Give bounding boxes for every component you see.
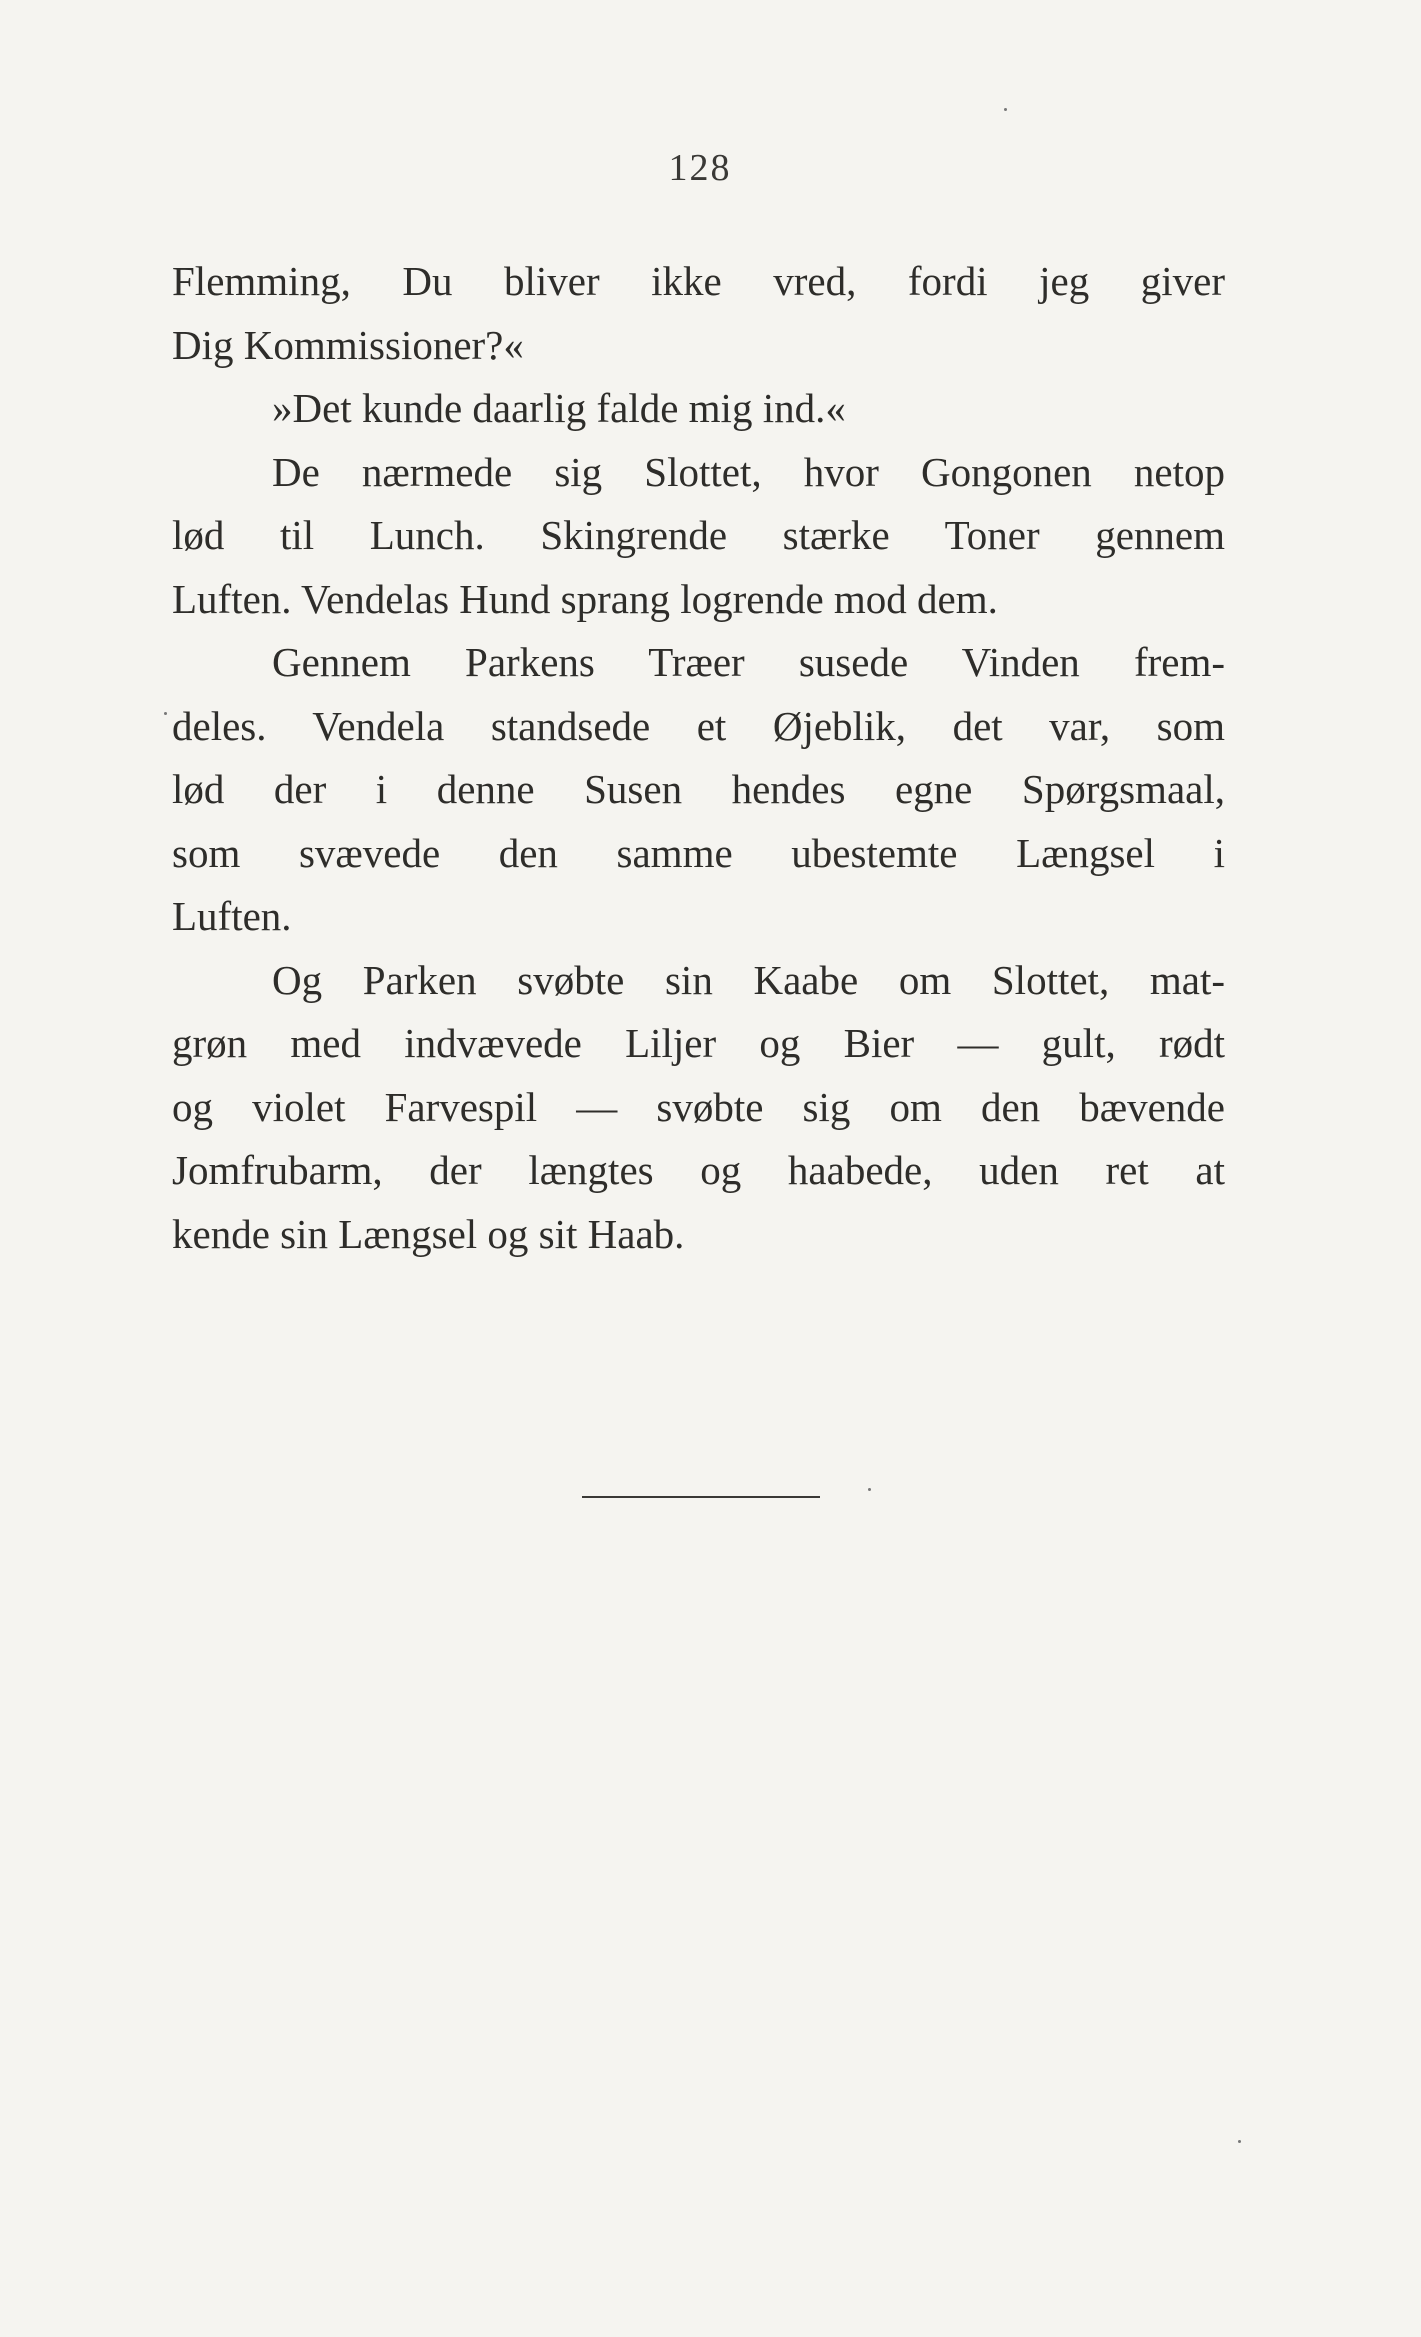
text-line: og violet Farvespil — svøbte sig om den bævende [172,1083,1225,1130]
section-end-rule [582,1496,820,1498]
text-line: Luften. Vendelas Hund sprang logrende mod dem. [172,575,998,622]
text-line: Flemming, Du bliver ikke vred, fordi jeg giver [172,258,1225,304]
text-line: De nærmede sig Slottet, hvor Gongonen netop [272,448,1225,495]
text-line: som svævede den samme ubestemte Længsel i [172,829,1225,876]
text-line: Gennem Parkens Træer susede Vinden frem- [272,639,1225,685]
body-text [172,250,1225,1266]
text-line: lød der i denne Susen hendes egne Spørgsmaal, [172,766,1225,812]
text-line: Luften. [172,893,292,939]
text-line: Dig Kommissioner?« [172,321,524,368]
text-line: Jomfrubarm, der længtes og haabede, uden ret at [172,1147,1225,1193]
text-line: grøn med indvævede Liljer og Bier — gult, rødt [172,1020,1225,1066]
text-line: deles. Vendela standsede et Øjeblik, det var, som [172,702,1225,749]
paper-speck [1004,108,1007,111]
paper-speck [868,1488,871,1491]
page-number: 128 [668,147,732,189]
paper-speck [164,712,167,715]
text-line: kende sin Længsel og sit Haab. [172,1210,685,1257]
text-line: Og Parken svøbte sin Kaabe om Slottet, mat- [272,956,1225,1003]
paper-speck [1238,2140,1241,2143]
text-line: »Det kunde daarlig falde mig ind.« [272,385,846,431]
text-line: lød til Lunch. Skingrende stærke Toner gennem [172,512,1225,558]
